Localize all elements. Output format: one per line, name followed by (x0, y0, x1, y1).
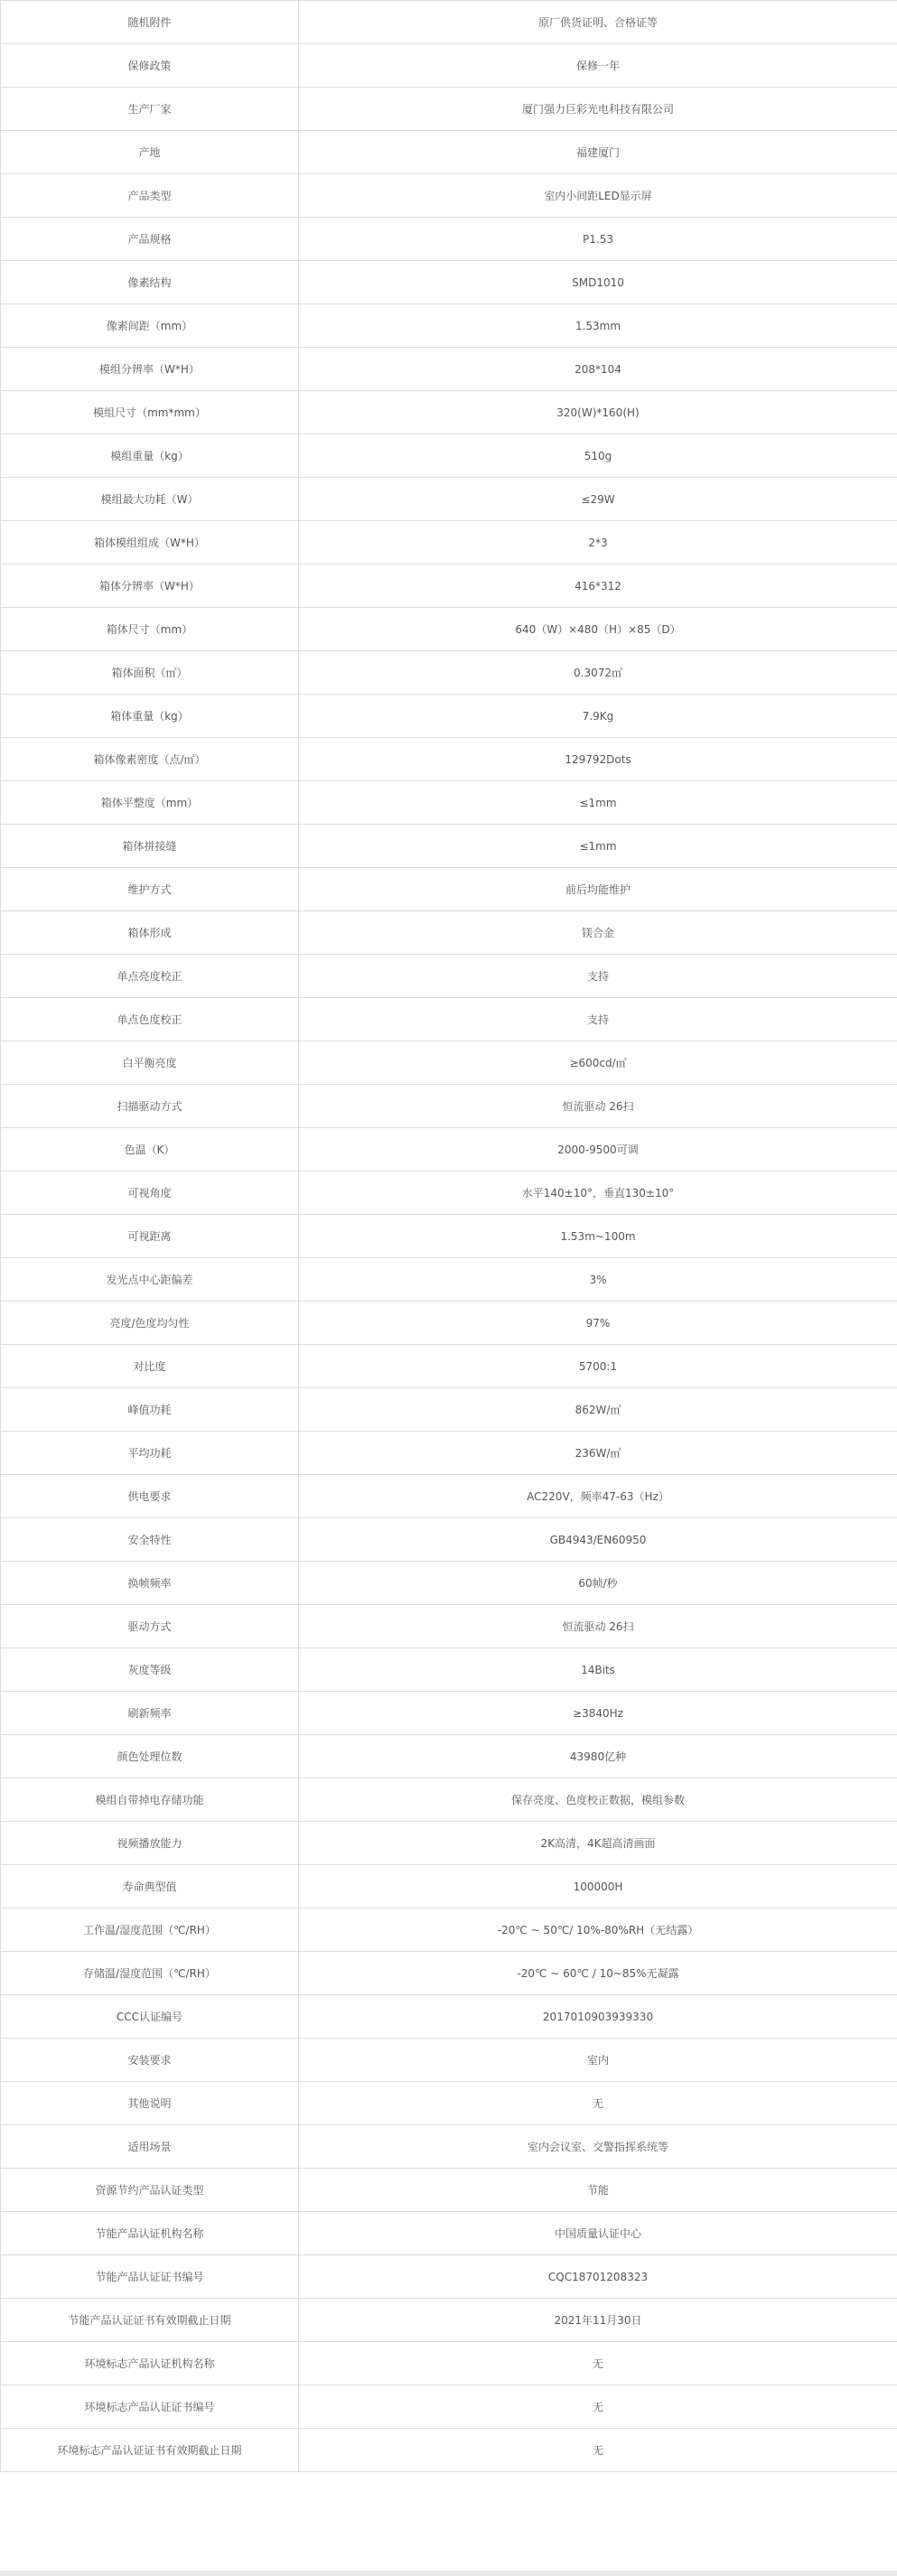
spec-row (1, 955, 897, 998)
spec-row (1, 478, 897, 521)
spec-label: 模组自带掉电存储功能 (1, 1778, 299, 1822)
spec-label: 箱体分辨率（W*H） (1, 565, 299, 608)
spec-row (1, 1128, 897, 1171)
spec-label: 环境标志产品认证证书编号 (1, 2385, 299, 2429)
spec-value: 2021年11月30日 (299, 2299, 897, 2342)
spec-label: 驱动方式 (1, 1605, 299, 1648)
spec-row (1, 2385, 897, 2429)
spec-label: 维护方式 (1, 868, 299, 911)
spec-row (1, 2429, 897, 2472)
spec-value: 14Bits (299, 1648, 897, 1692)
spec-value: 862W/㎡ (299, 1388, 897, 1432)
spec-label: 可视角度 (1, 1171, 299, 1215)
spec-value: SMD1010 (299, 261, 897, 304)
spec-label: 箱体重量（kg） (1, 695, 299, 738)
spec-row (1, 1041, 897, 1085)
spec-label: 其他说明 (1, 2082, 299, 2125)
spec-row (1, 2299, 897, 2342)
spec-value: 恒流驱动 26扫 (299, 1085, 897, 1128)
spec-value: 2000-9500可调 (299, 1128, 897, 1171)
spec-row (1, 2039, 897, 2082)
spec-value: 恒流驱动 26扫 (299, 1605, 897, 1648)
spec-label: 像素结构 (1, 261, 299, 304)
spec-row (1, 1952, 897, 1995)
spec-row (1, 1778, 897, 1822)
spec-label: 箱体形成 (1, 911, 299, 955)
spec-row (1, 651, 897, 695)
spec-label: 存储温/湿度范围（℃/RH） (1, 1952, 299, 1995)
spec-label: 模组最大功耗（W） (1, 478, 299, 521)
spec-label: 节能产品认证机构名称 (1, 2212, 299, 2255)
spec-row (1, 521, 897, 565)
spec-value: ≤1mm (299, 825, 897, 868)
spec-label: 安装要求 (1, 2039, 299, 2082)
spec-value: 支持 (299, 955, 897, 998)
spec-value: 无 (299, 2429, 897, 2472)
spec-row (1, 1085, 897, 1128)
spec-label: 灰度等级 (1, 1648, 299, 1692)
spec-row (1, 1865, 897, 1909)
spec-value: 厦门强力巨彩光电科技有限公司 (299, 88, 897, 131)
spec-row (1, 695, 897, 738)
spec-label: 箱体像素密度（点/㎡） (1, 738, 299, 781)
spec-row (1, 348, 897, 391)
spec-value: CQC18701208323 (299, 2255, 897, 2299)
spec-value: 前后均能维护 (299, 868, 897, 911)
spec-row (1, 88, 897, 131)
spec-label: 箱体拼接缝 (1, 825, 299, 868)
spec-label: 供电要求 (1, 1475, 299, 1518)
spec-label: 保修政策 (1, 44, 299, 88)
spec-value: 镁合金 (299, 911, 897, 955)
spec-label: 色温（K） (1, 1128, 299, 1171)
spec-row (1, 1909, 897, 1952)
spec-value: ≥3840Hz (299, 1692, 897, 1735)
spec-value: 43980亿种 (299, 1735, 897, 1778)
spec-value: 510g (299, 434, 897, 478)
spec-row (1, 2212, 897, 2255)
spec-row (1, 911, 897, 955)
spec-value: 保修一年 (299, 44, 897, 88)
spec-row (1, 1388, 897, 1432)
spec-row (1, 1648, 897, 1692)
spec-value: 7.9Kg (299, 695, 897, 738)
spec-value: 208*104 (299, 348, 897, 391)
spec-row (1, 1345, 897, 1388)
spec-value: ≥600cd/㎡ (299, 1041, 897, 1085)
spec-row (1, 1171, 897, 1215)
spec-value: ≤1mm (299, 781, 897, 825)
spec-label: 产品规格 (1, 218, 299, 261)
spec-value: 100000H (299, 1865, 897, 1909)
spec-label: 箱体模组组成（W*H） (1, 521, 299, 565)
spec-value: 节能 (299, 2169, 897, 2212)
spec-value: 2*3 (299, 521, 897, 565)
spec-label: 箱体平整度（mm） (1, 781, 299, 825)
spec-value: 5700:1 (299, 1345, 897, 1388)
spec-value: AC220V，频率47-63（Hz） (299, 1475, 897, 1518)
spec-row (1, 2169, 897, 2212)
spec-row (1, 1, 897, 44)
spec-row (1, 2255, 897, 2299)
spec-label: 环境标志产品认证机构名称 (1, 2342, 299, 2385)
spec-row (1, 1518, 897, 1562)
spec-value: 无 (299, 2385, 897, 2429)
spec-row (1, 1258, 897, 1302)
spec-label: 随机附件 (1, 1, 299, 44)
spec-value: 支持 (299, 998, 897, 1041)
spec-row (1, 998, 897, 1041)
spec-value: 原厂供货证明、合格证等 (299, 1, 897, 44)
spec-label: 资源节约产品认证类型 (1, 2169, 299, 2212)
spec-value: 中国质量认证中心 (299, 2212, 897, 2255)
spec-label: 单点亮度校正 (1, 955, 299, 998)
spec-value: 3% (299, 1258, 897, 1302)
spec-label: 环境标志产品认证证书有效期截止日期 (1, 2429, 299, 2472)
spec-label: 产品类型 (1, 174, 299, 218)
spec-row (1, 1432, 897, 1475)
spec-label: 可视距离 (1, 1215, 299, 1258)
spec-table-body (1, 1, 897, 2472)
spec-label: 平均功耗 (1, 1432, 299, 1475)
spec-row (1, 1735, 897, 1778)
spec-label: 节能产品认证证书有效期截止日期 (1, 2299, 299, 2342)
spec-value: 97% (299, 1302, 897, 1345)
spec-label: 白平衡亮度 (1, 1041, 299, 1085)
spec-value: 无 (299, 2342, 897, 2385)
spec-row (1, 738, 897, 781)
spec-value: 保存亮度、色度校正数据，模组参数 (299, 1778, 897, 1822)
spec-value: 640（W）×480（H）×85（D） (299, 608, 897, 651)
spec-label: 节能产品认证证书编号 (1, 2255, 299, 2299)
page-bottom-rule (0, 2571, 897, 2576)
spec-value: 2017010903939330 (299, 1995, 897, 2039)
spec-value: 1.53m~100m (299, 1215, 897, 1258)
spec-row (1, 781, 897, 825)
spec-label: 峰值功耗 (1, 1388, 299, 1432)
spec-value: 236W/㎡ (299, 1432, 897, 1475)
spec-value: 福建厦门 (299, 131, 897, 174)
spec-value: GB4943/EN60950 (299, 1518, 897, 1562)
spec-row (1, 868, 897, 911)
spec-label: 换帧频率 (1, 1562, 299, 1605)
spec-row (1, 2342, 897, 2385)
spec-value: 60帧/秒 (299, 1562, 897, 1605)
spec-label: 模组分辨率（W*H） (1, 348, 299, 391)
spec-value: ≤29W (299, 478, 897, 521)
spec-label: 扫描驱动方式 (1, 1085, 299, 1128)
spec-row (1, 1215, 897, 1258)
spec-row (1, 1995, 897, 2039)
spec-row (1, 174, 897, 218)
spec-row (1, 44, 897, 88)
spec-value: 320(W)*160(H) (299, 391, 897, 434)
spec-row (1, 1562, 897, 1605)
spec-row (1, 2082, 897, 2125)
spec-label: 工作温/湿度范围（℃/RH） (1, 1909, 299, 1952)
spec-value: 416*312 (299, 565, 897, 608)
spec-row (1, 304, 897, 348)
spec-row (1, 1692, 897, 1735)
spec-value: 室内 (299, 2039, 897, 2082)
spec-label: 生产厂家 (1, 88, 299, 131)
spec-value: -20℃ ~ 60℃ / 10~85%无凝露 (299, 1952, 897, 1995)
spec-row (1, 261, 897, 304)
spec-label: 模组尺寸（mm*mm） (1, 391, 299, 434)
spec-label: 亮度/色度均匀性 (1, 1302, 299, 1345)
spec-value: -20℃ ~ 50℃/ 10%-80%RH（无结露） (299, 1909, 897, 1952)
spec-row (1, 565, 897, 608)
spec-row (1, 1475, 897, 1518)
spec-label: 发光点中心距偏差 (1, 1258, 299, 1302)
spec-row (1, 131, 897, 174)
spec-value: 无 (299, 2082, 897, 2125)
spec-value: 室内会议室、交警指挥系统等 (299, 2125, 897, 2169)
spec-label: CCC认证编号 (1, 1995, 299, 2039)
spec-row (1, 1605, 897, 1648)
spec-value: 0.3072㎡ (299, 651, 897, 695)
spec-value: 2K高清，4K超高清画面 (299, 1822, 897, 1865)
spec-label: 视频播放能力 (1, 1822, 299, 1865)
spec-label: 箱体尺寸（mm） (1, 608, 299, 651)
spec-row (1, 608, 897, 651)
spec-label: 箱体面积（㎡） (1, 651, 299, 695)
spec-label: 颜色处理位数 (1, 1735, 299, 1778)
spec-label: 单点色度校正 (1, 998, 299, 1041)
spec-label: 像素间距（mm） (1, 304, 299, 348)
spec-label: 对比度 (1, 1345, 299, 1388)
spec-label: 产地 (1, 131, 299, 174)
spec-label: 寿命典型值 (1, 1865, 299, 1909)
spec-label: 刷新频率 (1, 1692, 299, 1735)
spec-label: 安全特性 (1, 1518, 299, 1562)
spec-row (1, 391, 897, 434)
spec-row (1, 2125, 897, 2169)
spec-row (1, 218, 897, 261)
spec-label: 适用场景 (1, 2125, 299, 2169)
spec-value: 129792Dots (299, 738, 897, 781)
spec-row (1, 1302, 897, 1345)
spec-value: 1.53mm (299, 304, 897, 348)
spec-label: 模组重量（kg） (1, 434, 299, 478)
spec-row (1, 434, 897, 478)
spec-row (1, 1822, 897, 1865)
spec-value: 水平140±10°，垂直130±10° (299, 1171, 897, 1215)
spec-value: 室内小间距LED显示屏 (299, 174, 897, 218)
spec-value: P1.53 (299, 218, 897, 261)
spec-row (1, 825, 897, 868)
